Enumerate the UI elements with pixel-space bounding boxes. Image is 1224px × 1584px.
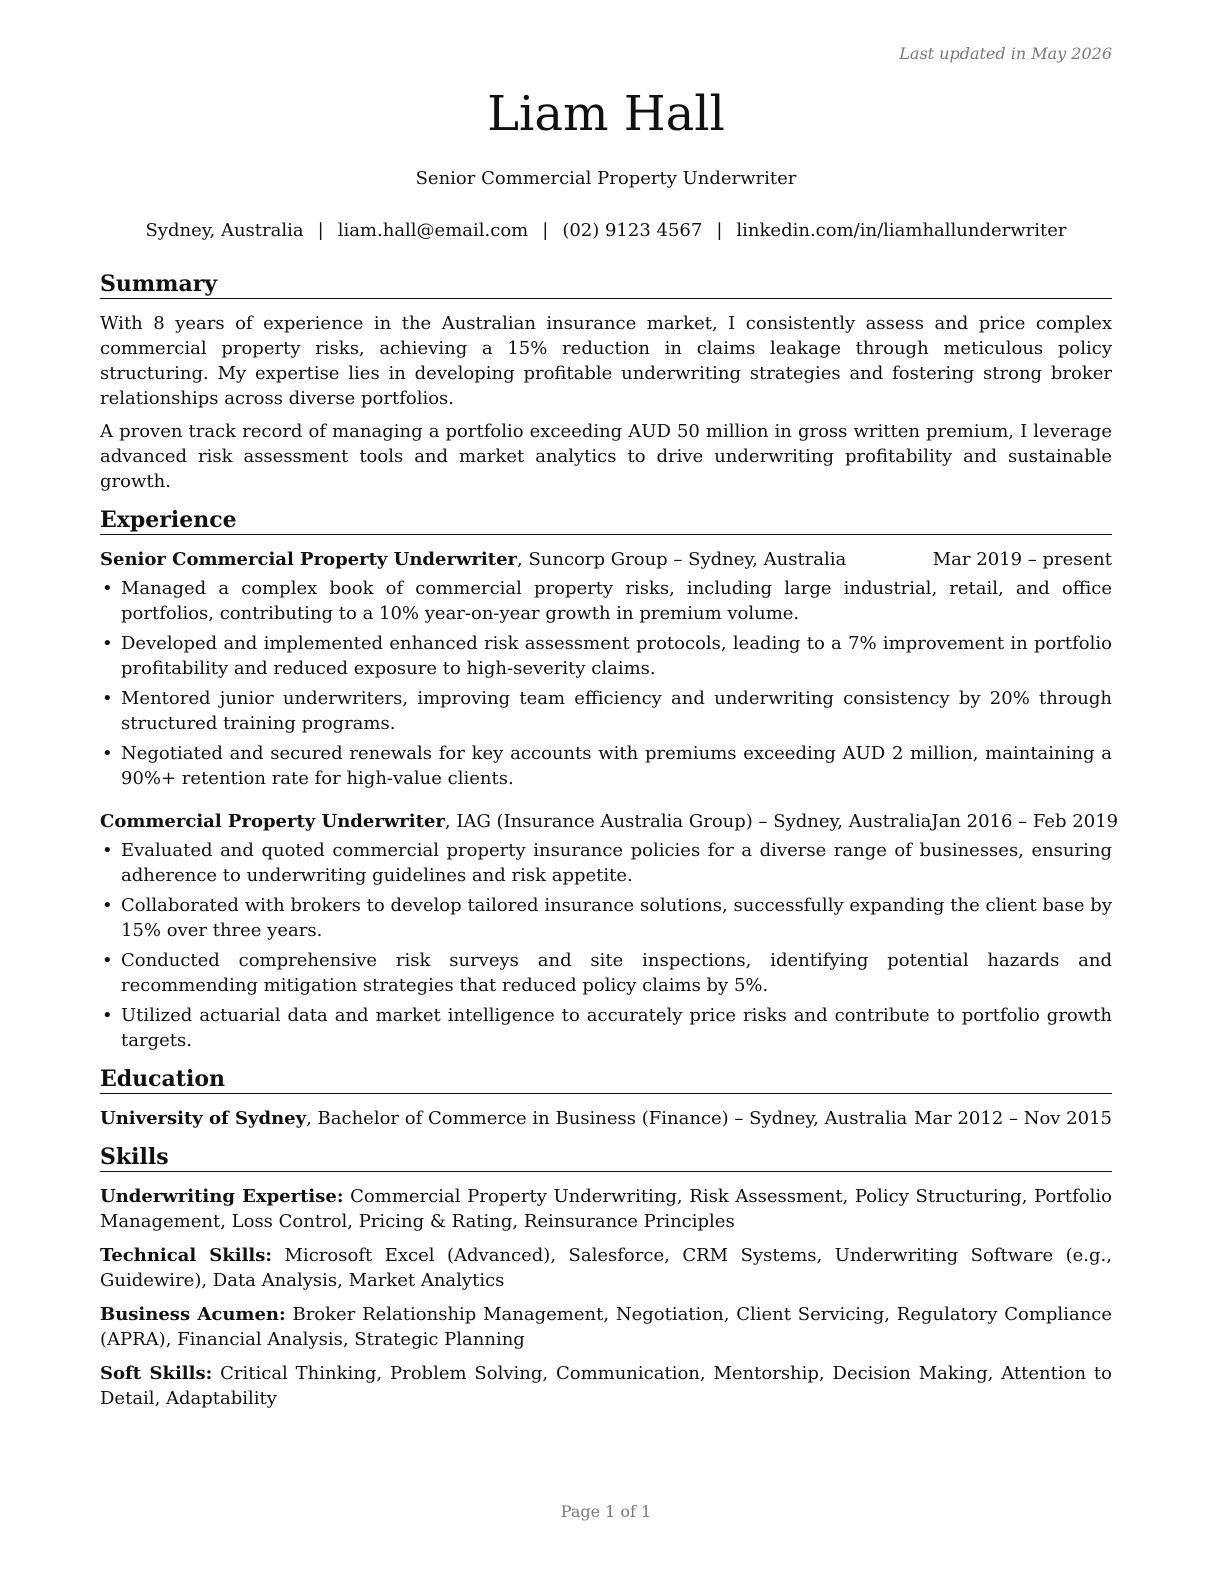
experience-entry [100, 547, 1112, 791]
last-updated: Last updated in May 2026 [899, 44, 1112, 63]
resume-page [100, 0, 1119, 1584]
contact-email[interactable]: liam.hall@email.com [337, 220, 529, 241]
bullet-item [100, 576, 1112, 626]
experience-section [100, 506, 1119, 1053]
bullet-icon: • [102, 1005, 113, 1026]
skill-group [100, 1243, 1112, 1293]
degree: , Bachelor of Commerce in Business (Finance) – Sydney, Australia [306, 1108, 908, 1129]
skill-group [100, 1361, 1112, 1411]
skill-text: Commercial Property Underwriting, Risk Assessment, Policy Structuring, Portfolio Management, Loss Control, Pricing & Rating, Reinsurance Principles [100, 1186, 1112, 1232]
entry-title [100, 809, 931, 834]
candidate-name: Liam Hall [487, 86, 725, 142]
summary-paragraph: A proven track record of managing a portfolio exceeding AUD 50 million in gross written premium, I leverage advanced risk assessment tools and market analytics to drive underwriting profitability and sustainable growth. [100, 421, 1112, 492]
entry-title [100, 547, 846, 572]
skill-text: Broker Relationship Management, Negotiation, Client Servicing, Regulatory Compliance (APRA), Financial Analysis, Strategic Planning [100, 1304, 1113, 1350]
skill-group [100, 1302, 1112, 1352]
education-entry [100, 1106, 1112, 1131]
job-role: Commercial Property Underwriter [100, 811, 445, 832]
bullet-list [100, 838, 1112, 1053]
skill-label: Technical Skills: [100, 1245, 273, 1266]
bullet-text: Mentored junior underwriters, improving team efficiency and underwriting consistency by 20% through structured training programs. [121, 688, 1112, 734]
bullet-icon: • [102, 743, 113, 764]
contact-phone[interactable]: (02) 9123 4567 [562, 220, 703, 241]
bullet-text: Utilized actuarial data and market intelligence to accurately price risks and contribute to portfolio growth targets. [121, 1005, 1112, 1051]
contact-linkedin[interactable]: linkedin.com/in/liamhallunderwriter [736, 220, 1067, 241]
job-role: Senior Commercial Property Underwriter [100, 549, 518, 570]
bullet-item [100, 838, 1112, 888]
school-name: University of Sydney [100, 1108, 307, 1129]
education-dates: Mar 2012 – Nov 2015 [913, 1108, 1112, 1129]
job-dates: Mar 2019 – present [932, 549, 1112, 570]
bullet-text: Developed and implemented enhanced risk assessment protocols, leading to a 7% improvement in portfolio profitability and reduced exposure to high-severity claims. [121, 633, 1112, 679]
skill-label: Business Acumen: [100, 1304, 286, 1325]
resume-body [100, 270, 1119, 1423]
contact-separator: | [317, 220, 324, 241]
bullet-text: Conducted comprehensive risk surveys and site inspections, identifying potential hazards and recommending mitigation strategies that reduced policy claims by 5%. [121, 950, 1112, 996]
section-title-experience: Experience [100, 506, 1112, 535]
bullet-text: Negotiated and secured renewals for key accounts with premiums exceeding AUD 2 million, maintaining a 90%+ retention rate for high-value clients. [121, 743, 1112, 789]
entry-header [100, 547, 1112, 572]
bullet-item [100, 893, 1112, 943]
education-section [100, 1065, 1112, 1131]
bullet-list [100, 576, 1112, 791]
section-title-education: Education [100, 1065, 1112, 1094]
bullet-item [100, 1003, 1112, 1053]
headline: Senior Commercial Property Underwriter [415, 168, 797, 189]
bullet-icon: • [102, 578, 113, 599]
bullet-icon: • [102, 688, 113, 709]
bullet-text: Managed a complex book of commercial property risks, including large industrial, retail, and office portfolios, contributing to a 10% year-on-year growth in premium volume. [121, 578, 1112, 624]
bullet-text: Collaborated with brokers to develop tailored insurance solutions, successfully expanding the client base by 15% over three years. [121, 895, 1112, 941]
contact-line [50, 220, 1162, 242]
summary-paragraph: With 8 years of experience in the Australian insurance market, I consistently assess and price complex commercial property risks, achieving a 15% reduction in claims leakage through meticulous policy structuring. My expertise lies in developing profitable underwriting strategies and fostering strong broker relationships across diverse portfolios. [100, 313, 1112, 409]
bullet-item [100, 631, 1112, 681]
skill-label: Underwriting Expertise: [100, 1186, 344, 1207]
job-org: , Suncorp Group – Sydney, Australia [517, 549, 847, 570]
bullet-icon: • [102, 950, 113, 971]
bullet-icon: • [102, 840, 113, 861]
entry-title [100, 1106, 907, 1131]
contact-separator: | [542, 220, 549, 241]
bullet-item [100, 948, 1112, 998]
bullet-text: Evaluated and quoted commercial property insurance policies for a diverse range of businesses, ensuring adherence to underwriting guidelines and risk appetite. [121, 840, 1112, 886]
skill-label: Soft Skills: [100, 1363, 213, 1384]
page-number: Page 1 of 1 [560, 1502, 652, 1521]
skill-text: Microsoft Excel (Advanced), Salesforce, CRM Systems, Underwriting Software (e.g., Guidewire), Data Analysis, Market Analytics [100, 1245, 1112, 1291]
contact-separator: | [716, 220, 723, 241]
section-title-skills: Skills [100, 1143, 1112, 1172]
experience-entry [100, 809, 1119, 1053]
contact-location: Sydney, Australia [145, 220, 304, 241]
bullet-item [100, 741, 1112, 791]
skill-group [100, 1184, 1112, 1234]
entry-header [100, 809, 1119, 834]
skill-text: Critical Thinking, Problem Solving, Communication, Mentorship, Decision Making, Attention to Detail, Adaptability [100, 1363, 1113, 1409]
bullet-icon: • [102, 633, 113, 654]
skills-section [100, 1143, 1112, 1411]
job-dates: Jan 2016 – Feb 2019 [931, 811, 1119, 832]
bullet-item [100, 686, 1112, 736]
bullet-icon: • [102, 895, 113, 916]
summary-section [100, 270, 1112, 494]
section-title-summary: Summary [100, 270, 1112, 299]
job-org: , IAG (Insurance Australia Group) – Sydney, Australia [444, 811, 932, 832]
